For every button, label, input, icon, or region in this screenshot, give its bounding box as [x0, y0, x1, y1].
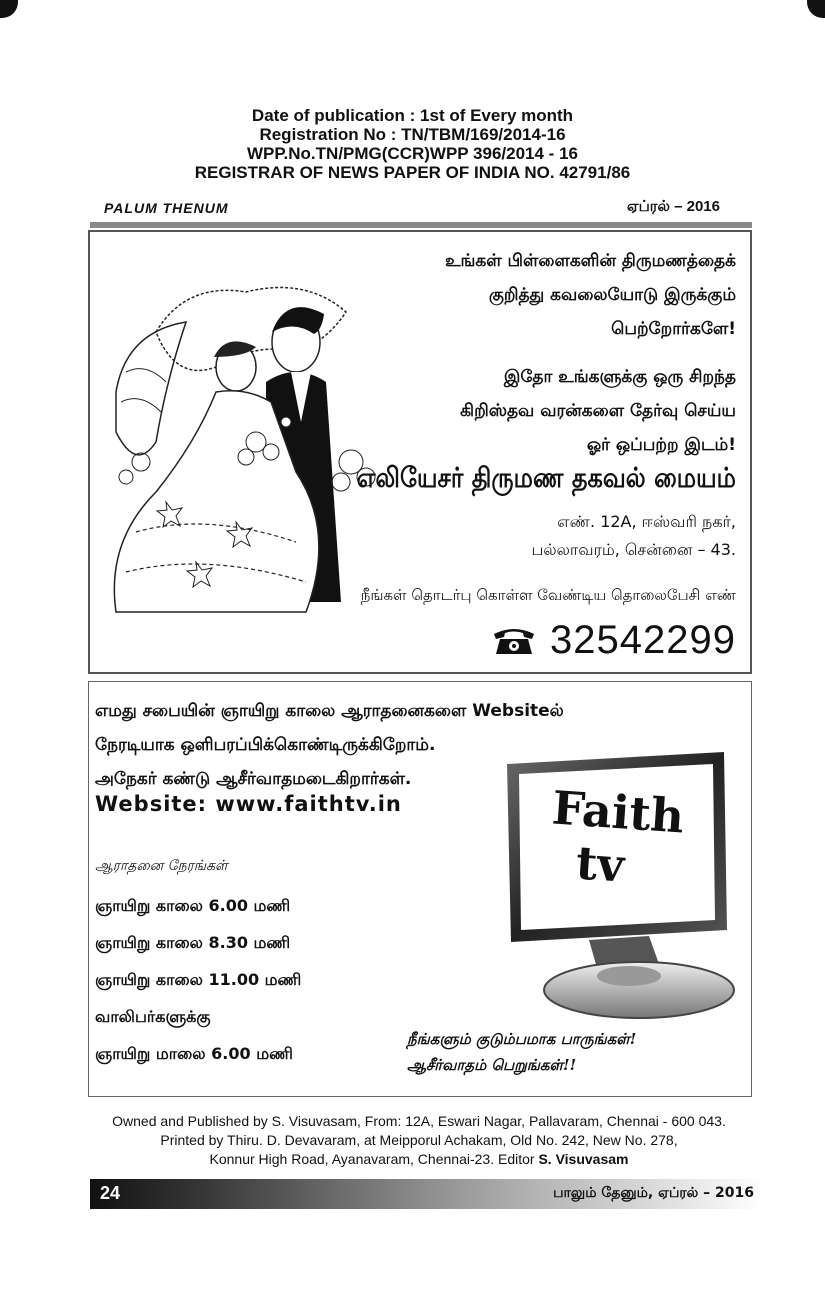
registration-line: Registration No : TN/TBM/169/2014-16: [259, 125, 566, 144]
ad-line: இதோ உங்களுக்கு ஒரு சிறந்த: [503, 367, 736, 387]
ad-line: குறித்து கவலையோடு இருக்கும்: [488, 285, 736, 305]
faith-tv-ad: [88, 681, 752, 1097]
ad-line: கிறிஸ்தவ வரன்களை தேர்வு செய்ய: [460, 401, 736, 421]
service-time: ஞாயிறு மாலை 6.00 மணி: [95, 1044, 293, 1063]
page-number: 24: [100, 1183, 121, 1203]
publication-info: [0, 106, 825, 182]
footer-text: பாலும் தேனும், ஏப்ரல் – 2016: [553, 1185, 754, 1201]
telephone-icon: [492, 624, 536, 656]
bureau-address: [531, 508, 736, 564]
footer-line: ஆசீர்வாதம் பெறுங்கள்!!: [407, 1056, 577, 1074]
colophon: [0, 1112, 825, 1169]
contact-text: நீங்கள் தொடர்பு கொள்ள வேண்டிய தொலைபேசி எண்: [360, 586, 736, 604]
phone-row: [492, 616, 736, 664]
phone-number: 32542299: [550, 617, 736, 662]
pub-date-line: Date of publication : 1st of Every month: [251, 106, 574, 125]
ad-line: நேரடியாக ஒளிபரப்பிக்கொண்டிருக்கிறோம்.: [95, 735, 436, 755]
wpp-line: WPP.No.TN/PMG(CCR)WPP 396/2014 - 16: [247, 144, 578, 163]
magazine-name: PALUM THENUM: [104, 200, 229, 216]
page-corner-mark: [0, 0, 18, 18]
colophon-line-text: Konnur High Road, Ayanavaram, Chennai-23. Editor: [209, 1151, 539, 1167]
registrar-line: REGISTRAR OF NEWS PAPER OF INDIA NO. 42791/86: [194, 163, 631, 182]
colophon-line: Owned and Published by S. Visuvasam, From: 12A, Eswari Nagar, Pallavaram, Chennai - 600 043.: [112, 1113, 726, 1129]
service-time: ஞாயிறு காலை 8.30 மணி: [95, 933, 291, 952]
bureau-title: எலியேசர் திருமண தகவல் மையம்: [356, 461, 736, 494]
service-time: வாலிபர்களுக்கு: [95, 1007, 211, 1026]
screen-text-faith: Faith: [550, 780, 686, 844]
ad-line: அநேகர் கண்டு ஆசீர்வாதமடைகிறார்கள்.: [95, 769, 412, 789]
marriage-bureau-ad: [88, 230, 752, 674]
page-corner-mark: [807, 0, 825, 18]
marriage-ad-text: [336, 244, 736, 462]
header-rule: [90, 222, 752, 228]
service-times-heading: ஆராதனை நேரங்கள்: [95, 858, 228, 874]
tv-monitor-illustration: [489, 752, 739, 1022]
editor-name: S. Visuvasam: [538, 1151, 629, 1167]
colophon-line: [0, 1150, 825, 1169]
ad-line: எமது சபையின் ஞாயிறு காலை ஆராதனைகளை Websiteல்: [95, 701, 564, 721]
website-line: Website: www.faithtv.in: [95, 792, 402, 816]
colophon-line: Printed by Thiru. D. Devavaram, at Meipporul Achakam, Old No. 242, New No. 278,: [160, 1132, 678, 1148]
service-time: ஞாயிறு காலை 6.00 மணி: [95, 896, 291, 915]
address-line: எண். 12A, ஈஸ்வரி நகர்,: [557, 512, 736, 531]
footer-bar: [90, 1179, 762, 1209]
issue-date: ஏப்ரல் – 2016: [626, 198, 720, 215]
faith-ad-footer: [407, 1026, 636, 1078]
ad-line: ஓர் ஒப்பற்ற இடம்!: [586, 435, 736, 455]
ad-line: பெற்றோர்களே!: [611, 319, 736, 339]
address-line: பல்லாவரம், சென்னை – 43.: [531, 540, 736, 559]
footer-line: நீங்களும் குடும்பமாக பாருங்கள்!: [407, 1030, 637, 1048]
screen-text-tv: tv: [574, 835, 626, 893]
service-times-list: [95, 887, 301, 1072]
ad-line: உங்கள் பிள்ளைகளின் திருமணத்தைக்: [445, 251, 736, 271]
service-time: ஞாயிறு காலை 11.00 மணி: [95, 970, 302, 989]
running-header: [90, 198, 750, 220]
